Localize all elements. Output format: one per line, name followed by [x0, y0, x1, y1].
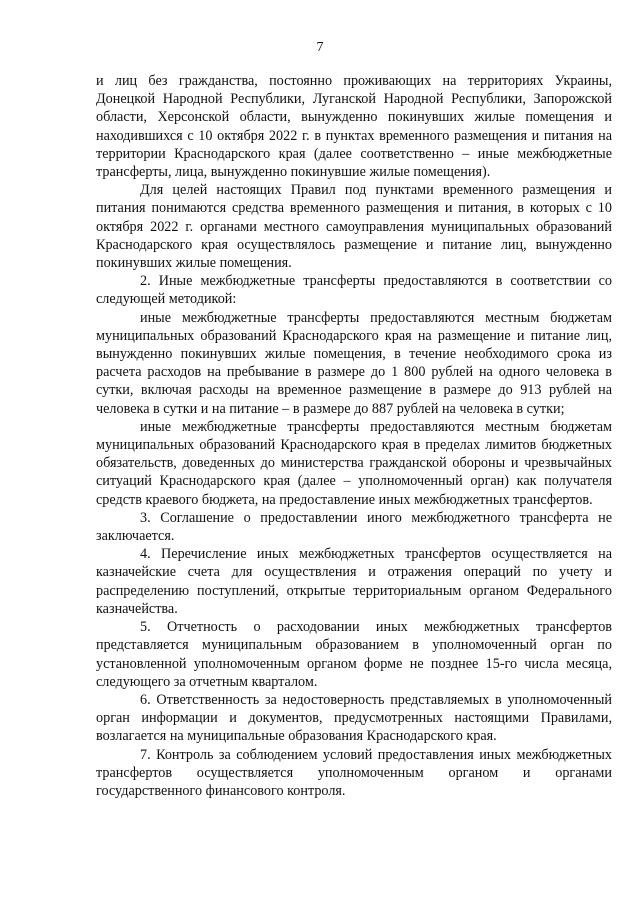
page-number: 7	[316, 40, 324, 55]
paragraph-item-6: 6. Ответственность за недостоверность представляемых в уполномоченный орган информации и документов, предусмотренных настоящими Правилами, возлагается на муниципальные образования Краснодарского края.	[96, 691, 612, 745]
paragraph-method-2: иные межбюджетные трансферты предоставляются местным бюджетам муниципальных образований Краснодарского края в пределах лимитов бюджетных обязательств, доведенных до министерства гражданской обороны и чрезвычайных ситуаций Краснодарского края (далее – уполномоченный орган) как получателя средств краевого бюджета, на предоставление иных межбюджетных трансфертов.	[96, 418, 612, 508]
paragraph-item-5: 5. Отчетность о расходовании иных межбюджетных трансфертов представляется муниципальным образованием в уполномоченный орган по установленной уполномоченным органом форме не позднее 15-го числа месяца, следующего за отчетным кварталом.	[96, 619, 612, 690]
paragraph-item-3: 3. Соглашение о предоставлении иного межбюджетного трансферта не заключается.	[96, 509, 612, 545]
paragraph-definition: Для целей настоящих Правил под пунктами временного размещения и питания понимаются средства временного размещения и питания, в которых с 10 октября 2022 г. органами местного самоуправления муниципальных образований Краснодарского края осуществлялось размещение и питание лиц, вынужденно покинувших жилые помещения.	[96, 182, 612, 272]
paragraph-continuation: и лиц без гражданства, постоянно проживающих на территориях Украины, Донецкой Народной Республики, Луганской Народной Республики, Запорожской области, Херсонской области, вынужденно покинувших жилые помещения и находившихся с 10 октября 2022 г. в пунктах временного размещения и питания на территории Краснодарского края (далее соответственно – иные межбюджетные трансферты, лица, вынужденно покинувшие жилые помещения).	[96, 73, 612, 181]
paragraph-item-7: 7. Контроль за соблюдением условий предоставления иных межбюджетных трансфертов осуществляется уполномоченным органом и органами государственного финансового контроля.	[96, 746, 612, 799]
paragraph-item-4: 4. Перечисление иных межбюджетных трансфертов осуществляется на казначейские счета для осуществления и отражения операций по учету и распределению поступлений, открытые территориальным органом Федерального казначейства.	[96, 546, 612, 617]
body-text	[96, 72, 612, 800]
paragraph-item-2: 2. Иные межбюджетные трансферты предоставляются в соответствии со следующей методикой:	[96, 273, 612, 308]
paragraph-method-1: иные межбюджетные трансферты предоставляются местным бюджетам муниципальных образований Краснодарского края на размещение и питание лиц, вынужденно покинувших жилые помещения, в течение необходимого срока из расчета расходов на пребывание в размере до 1 800 рублей на одного человека в сутки, включая расходы на временное размещение в размере до 913 рублей на человека в сутки и на питание – в размере до 887 рублей на человека в сутки;	[96, 309, 612, 417]
